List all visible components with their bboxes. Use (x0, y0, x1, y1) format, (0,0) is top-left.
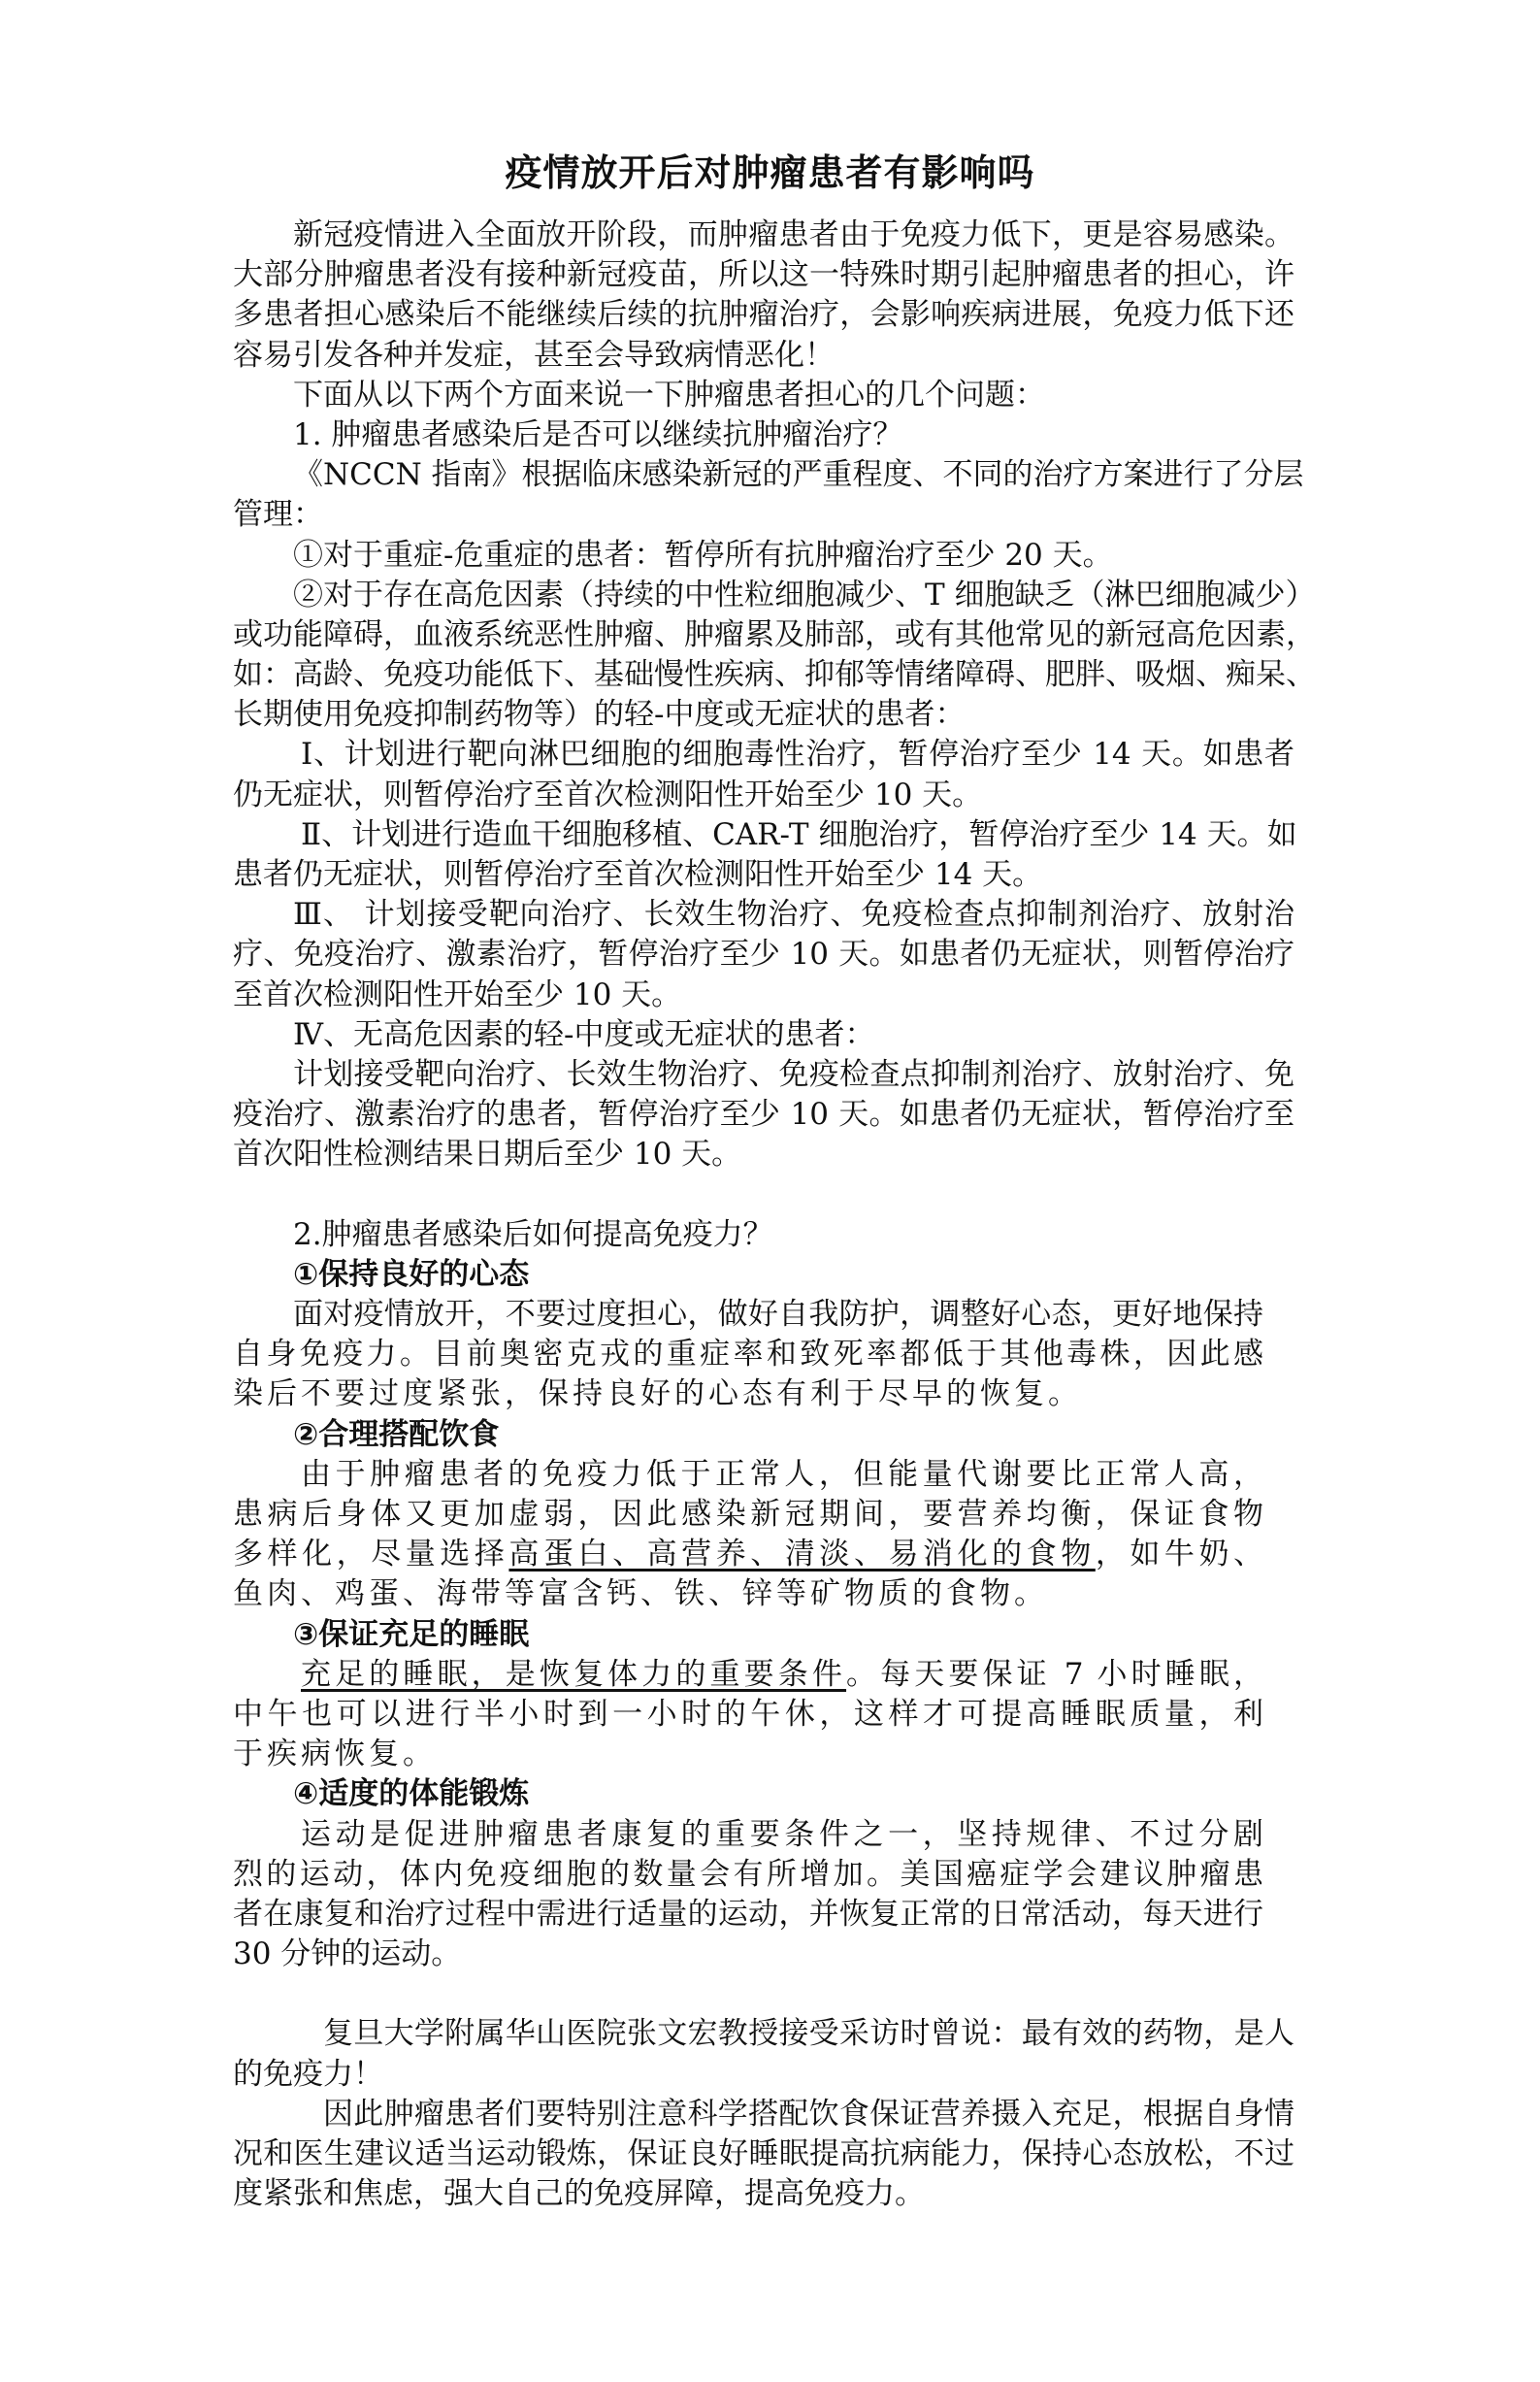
text-line: 于疾病恢复。 (233, 1737, 437, 1772)
text-line: 30 分钟的运动。 (233, 1936, 462, 1972)
text-line: 《NCCN 指南》根据临床感染新冠的严重程度、不同的治疗方案进行了分层 (293, 457, 1304, 493)
text-line: 管理： (233, 497, 323, 533)
text-line: 或功能障碍，血液系统恶性肿瘤、肿瘤累及肺部，或有其他常见的新冠高危因素， (233, 616, 1316, 652)
text-line: 烈的运动，体内免疫细胞的数量会有所增加。美国癌症学会建议肿瘤患 (233, 1856, 1263, 1892)
underlined-text: 充足的睡眠，是恢复体力的重要条件 (301, 1656, 847, 1692)
text-line: 度紧张和焦虑，强大自己的免疫屏障，提高免疫力。 (233, 2176, 925, 2212)
text-line: Ⅲ、 计划接受靶向治疗、长效生物治疗、免疫检查点抑制剂治疗、放射治 (293, 897, 1294, 933)
text-segment: ，如牛奶、 (1095, 1537, 1264, 1572)
text-line: ①对于重症-危重症的患者：暂停所有抗肿瘤治疗至少 20 天。 (293, 537, 1113, 573)
text-line: 鱼肉、鸡蛋、海带等富含钙、铁、锌等矿物质的食物。 (233, 1576, 1048, 1612)
underlined-text: 高蛋白、高营养、清淡、易消化的食物 (508, 1537, 1096, 1572)
text-line: 1. 肿瘤患者感染后是否可以继续抗肿瘤治疗？ (293, 416, 903, 452)
text-line: 患者仍无症状，则暂停治疗至首次检测阳性开始至少 14 天。 (233, 857, 1043, 892)
text-line: 首次阳性检测结果日期后至少 10 天。 (233, 1137, 742, 1173)
section-heading: ③保证充足的睡眠 (293, 1616, 530, 1652)
text-line: 长期使用免疫抑制药物等）的轻-中度或无症状的患者： (233, 697, 966, 733)
text-line: 中午也可以进行半小时到一小时的午休，这样才可提高睡眠质量，利 (233, 1696, 1263, 1732)
text-line: 因此肿瘤患者们要特别注意科学搭配饮食保证营养摄入充足，根据自身情 (323, 2096, 1294, 2132)
text-line: 者在康复和治疗过程中需进行适量的运动，并恢复正常的日常活动，每天进行 (233, 1896, 1263, 1932)
text-line: 疫治疗、激素治疗的患者，暂停治疗至少 10 天。如患者仍无症状，暂停治疗至 (233, 1097, 1294, 1133)
text-line: 面对疫情放开，不要过度担心，做好自我防护，调整好心态，更好地保持 (293, 1297, 1263, 1333)
text-line: 况和医生建议适当运动锻炼，保证良好睡眠提高抗病能力，保持心态放松，不过 (233, 2136, 1294, 2171)
document-title: 疫情放开后对肿瘤患者有影响吗 (505, 151, 1035, 194)
text-line: 的免疫力！ (233, 2056, 383, 2092)
text-line: 运动是促进肿瘤患者康复的重要条件之一，坚持规律、不过分剧 (301, 1816, 1263, 1852)
text-line: 容易引发各种并发症，甚至会导致病情恶化！ (233, 337, 835, 373)
text-line: 仍无症状，则暂停治疗至首次检测阳性开始至少 10 天。 (233, 777, 983, 812)
text-line: 计划接受靶向治疗、长效生物治疗、免疫检查点抑制剂治疗、放射治疗、免 (293, 1056, 1294, 1092)
text-line: 大部分肿瘤患者没有接种新冠疫苗，所以这一特殊时期引起肿瘤患者的担心，许 (233, 257, 1294, 293)
text-line: 疗、免疫治疗、激素治疗，暂停治疗至少 10 天。如患者仍无症状，则暂停治疗 (233, 937, 1294, 973)
text-line: 染后不要过度紧张，保持良好的心态有利于尽早的恢复。 (233, 1376, 1082, 1412)
text-line: ②对于存在高危因素（持续的中性粒细胞减少、T 细胞缺乏（淋巴细胞减少） (293, 577, 1316, 612)
text-line: 新冠疫情进入全面放开阶段，而肿瘤患者由于免疫力低下，更是容易感染。 (293, 217, 1294, 252)
section-heading: ④适度的体能锻炼 (293, 1776, 530, 1812)
text-line: 如：高龄、免疫功能低下、基础慢性疾病、抑郁等情绪障碍、肥胖、吸烟、痴呆、 (233, 657, 1316, 693)
text-line: 2.肿瘤患者感染后如何提高免疫力？ (293, 1216, 773, 1252)
text-line: Ⅱ、计划进行造血干细胞移植、CAR-T 细胞治疗，暂停治疗至少 14 天。如 (301, 816, 1297, 852)
text-segment: 多样化，尽量选择 (233, 1537, 509, 1572)
section-heading: ②合理搭配饮食 (293, 1416, 500, 1452)
blank-line (233, 1175, 1294, 1215)
text-line: Ⅳ、无高危因素的轻-中度或无症状的患者： (293, 1016, 875, 1052)
text-line: 多患者担心感染后不能继续后续的抗肿瘤治疗，会影响疾病进展，免疫力低下还 (233, 297, 1294, 333)
text-line: 复旦大学附属华山医院张文宏教授接受采访时曾说：最有效的药物，是人 (323, 2016, 1294, 2052)
text-line: 患病后身体又更加虚弱，因此感染新冠期间，要营养均衡，保证食物 (233, 1497, 1263, 1532)
text-line (233, 1535, 1263, 1574)
text-segment: 。每天要保证 7 小时睡眠， (846, 1656, 1264, 1692)
text-line (233, 1655, 1263, 1695)
text-line: 至首次检测阳性开始至少 10 天。 (233, 976, 682, 1012)
text-line: 下面从以下两个方面来说一下肿瘤患者担心的几个问题： (293, 377, 1045, 413)
text-line: 自身免疫力。目前奥密克戎的重症率和致死率都低于其他毒株，因此感 (233, 1337, 1263, 1373)
text-line: 由于肿瘤患者的免疫力低于正常人，但能量代谢要比正常人高， (301, 1456, 1263, 1492)
section-heading: ①保持良好的心态 (293, 1256, 530, 1292)
document-body (233, 215, 1316, 2214)
blank-line (233, 1974, 1294, 2014)
text-line: Ⅰ、计划进行靶向淋巴细胞的细胞毒性治疗，暂停治疗至少 14 天。如患者 (301, 737, 1294, 773)
